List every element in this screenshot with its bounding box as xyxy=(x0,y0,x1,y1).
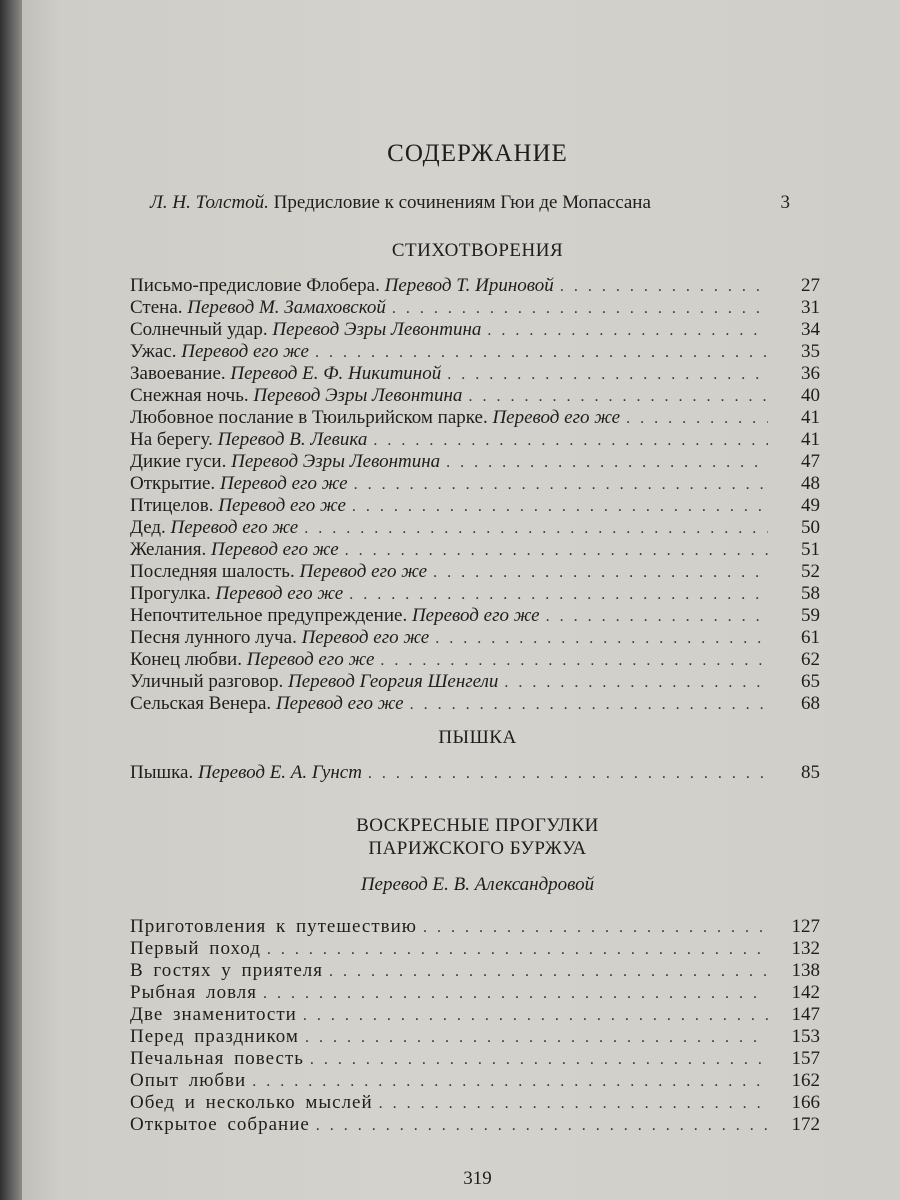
page-title: СОДЕРЖАНИЕ xyxy=(387,140,568,167)
toc-row xyxy=(130,1048,820,1070)
toc-entry-translator: Перевод его же xyxy=(219,473,348,494)
toc-page-number: 127 xyxy=(791,916,820,937)
toc-row xyxy=(130,1092,820,1114)
toc-entry-title: Последняя шалость. xyxy=(130,561,295,582)
toc-leader-dots xyxy=(404,694,768,716)
toc-leader-dots xyxy=(246,1071,768,1093)
toc-list-poems xyxy=(130,275,820,715)
toc-page-number: 157 xyxy=(791,1048,820,1069)
toc-leader-dots xyxy=(373,1093,768,1115)
toc-entry-title: На берегу. xyxy=(130,429,213,450)
toc-leader-dots xyxy=(343,584,768,606)
toc-entry-title: Перед праздником xyxy=(130,1026,299,1047)
toc-entry xyxy=(130,693,404,715)
toc-entry-title: Птицелов. xyxy=(130,495,214,516)
toc-page-number: 138 xyxy=(791,960,820,981)
section-heading-walks-line2: ПАРИЖСКОГО БУРЖУА xyxy=(368,838,587,859)
toc-row xyxy=(130,495,820,517)
toc-row xyxy=(130,275,820,297)
toc-entry xyxy=(130,1004,297,1026)
toc-page-number: 142 xyxy=(791,982,820,1003)
toc-row xyxy=(130,938,820,960)
section-heading-pyshka: ПЫШКА xyxy=(438,727,517,748)
toc-row xyxy=(130,960,820,982)
toc-leader-dots xyxy=(427,562,768,584)
toc-entry-title: Стена. xyxy=(130,297,183,318)
toc-entry-title: Прогулка. xyxy=(130,583,211,604)
toc-entry-title: Опыт любви xyxy=(130,1070,247,1091)
toc-leader-dots xyxy=(257,983,768,1005)
toc-entry-translator: Перевод Эзры Левонтина xyxy=(272,319,482,340)
toc-page-number: 172 xyxy=(791,1114,820,1135)
intro-title: Предисловие к сочинениям Гюи де Мопассана xyxy=(273,192,651,213)
toc-page-number: 27 xyxy=(801,275,820,296)
toc-entry xyxy=(130,561,427,583)
toc-entry-translator: Перевод Эзры Левонтина xyxy=(231,451,441,472)
toc-row xyxy=(130,429,820,451)
toc-row xyxy=(130,649,820,671)
toc-leader-dots xyxy=(261,939,768,961)
toc-row xyxy=(130,1004,820,1026)
toc-row xyxy=(130,363,820,385)
toc-entry-translator: Перевод его же xyxy=(411,605,540,626)
toc-entry xyxy=(130,583,343,605)
toc-page-number: 65 xyxy=(801,671,820,692)
toc-entry-title: Завоевание. xyxy=(130,363,226,384)
intro-text xyxy=(150,192,651,214)
toc-page-number: 36 xyxy=(801,363,820,384)
toc-page-number: 62 xyxy=(801,649,820,670)
toc-list-walks xyxy=(130,916,820,1136)
toc-row xyxy=(130,451,820,473)
toc-row xyxy=(130,341,820,363)
toc-page-number: 51 xyxy=(801,539,820,560)
toc-page-number: 166 xyxy=(791,1092,820,1113)
toc-leader-dots xyxy=(367,430,768,452)
book-spine-shadow xyxy=(0,0,22,1200)
toc-row xyxy=(130,1114,820,1136)
toc-leader-dots xyxy=(620,408,768,430)
section-heading-poems: СТИХОТВОРЕНИЯ xyxy=(391,240,564,261)
toc-entry-title: Конец любви. xyxy=(130,649,242,670)
toc-leader-dots xyxy=(374,650,768,672)
toc-entry-translator: Перевод его же xyxy=(215,583,344,604)
toc-row xyxy=(130,297,820,319)
toc-row xyxy=(130,473,820,495)
toc-entry-title: Ужас. xyxy=(130,341,177,362)
toc-entry-title: Открытое собрание xyxy=(130,1114,310,1135)
toc-entry-title: Сельская Венера. xyxy=(130,693,272,714)
toc-entry-translator: Перевод его же xyxy=(170,517,299,538)
toc-page-number: 61 xyxy=(801,627,820,648)
toc-row xyxy=(130,982,820,1004)
toc-entry-translator: Перевод его же xyxy=(246,649,375,670)
toc-entry xyxy=(130,319,481,341)
toc-leader-dots xyxy=(339,540,768,562)
toc-leader-dots xyxy=(298,518,768,540)
toc-entry xyxy=(130,341,309,363)
toc-page-number: 162 xyxy=(791,1070,820,1091)
toc-entry-title: Дикие гуси. xyxy=(130,451,227,472)
toc-entry-title: Две знаменитости xyxy=(130,1004,297,1025)
toc-page-number: 31 xyxy=(801,297,820,318)
toc-row xyxy=(130,1070,820,1092)
toc-page-number: 132 xyxy=(791,938,820,959)
toc-entry-translator: Перевод его же xyxy=(299,561,428,582)
toc-entry-translator: Перевод Эзры Левонтина xyxy=(253,385,463,406)
toc-entry xyxy=(130,363,441,385)
toc-page-number: 40 xyxy=(801,385,820,406)
toc-row xyxy=(130,762,820,784)
toc-page-number: 153 xyxy=(791,1026,820,1047)
toc-row xyxy=(130,916,820,938)
intro-page-number: 3 xyxy=(780,192,790,213)
toc-entry xyxy=(130,982,257,1004)
toc-leader-dots xyxy=(441,364,768,386)
toc-leader-dots xyxy=(554,276,768,298)
toc-entry-translator: Перевод его же xyxy=(181,341,309,362)
toc-entry-title: Снежная ночь. xyxy=(130,385,249,406)
toc-row xyxy=(130,561,820,583)
toc-entry-title: Обед и несколько мыслей xyxy=(130,1092,373,1113)
toc-leader-dots xyxy=(323,961,768,983)
walks-translator: Перевод Е. В. Александровой xyxy=(360,874,595,895)
toc-entry-title: Пышка. xyxy=(130,762,194,783)
toc-leader-dots xyxy=(498,672,768,694)
toc-entry-title: Письмо-предисловие Флобера. xyxy=(130,275,380,296)
toc-entry-title: Рыбная ловля xyxy=(130,982,258,1003)
toc-row xyxy=(130,407,820,429)
toc-entry-translator: Перевод М. Замаховской xyxy=(187,297,386,318)
toc-entry xyxy=(130,627,429,649)
toc-entry-title: Дед. xyxy=(130,517,166,538)
toc-entry xyxy=(130,407,620,429)
toc-entry-translator: Перевод Е. А. Гунст xyxy=(198,762,362,783)
page-number: 319 xyxy=(463,1168,492,1189)
toc-leader-dots xyxy=(462,386,768,408)
toc-entry xyxy=(130,451,440,473)
toc-entry xyxy=(130,275,554,297)
intro-entry xyxy=(150,192,790,214)
toc-entry xyxy=(130,1114,310,1136)
toc-page-number: 50 xyxy=(801,517,820,538)
toc-leader-dots xyxy=(346,496,768,518)
toc-entry-translator: Перевод Георгия Шенгели xyxy=(287,671,499,692)
toc-entry xyxy=(130,605,540,627)
toc-page-number: 47 xyxy=(801,451,820,472)
toc-entry xyxy=(130,517,298,539)
toc-entry xyxy=(130,649,374,671)
toc-entry-translator: Перевод его же xyxy=(210,539,339,560)
toc-entry xyxy=(130,297,386,319)
toc-page-number: 147 xyxy=(791,1004,820,1025)
toc-leader-dots xyxy=(348,474,768,496)
toc-leader-dots xyxy=(310,1115,768,1137)
toc-entry-title: Любовное послание в Тюильрийском парке. xyxy=(130,407,488,428)
toc-entry-title: Солнечный удар. xyxy=(130,319,268,340)
toc-entry-translator: Перевод его же xyxy=(218,495,346,516)
toc-entry-title: Непочтительное предупреждение. xyxy=(130,605,408,626)
toc-entry xyxy=(130,671,498,693)
toc-page-number: 58 xyxy=(801,583,820,604)
toc-entry-title: Открытие. xyxy=(130,473,216,494)
toc-page-number: 34 xyxy=(801,319,820,340)
toc-entry xyxy=(130,1070,246,1092)
toc-leader-dots xyxy=(297,1005,768,1027)
toc-entry-title: Первый поход xyxy=(130,938,261,959)
toc-page-number: 48 xyxy=(801,473,820,494)
toc-leader-dots xyxy=(362,763,768,785)
toc-leader-dots xyxy=(299,1027,768,1049)
toc-list-pyshka xyxy=(130,762,820,784)
toc-entry-title: В гостях у приятеля xyxy=(130,960,323,981)
toc-entry-translator: Перевод его же xyxy=(492,407,621,428)
toc-entry xyxy=(130,1092,373,1114)
toc-leader-dots xyxy=(481,320,768,342)
toc-entry xyxy=(130,960,323,982)
toc-row xyxy=(130,671,820,693)
toc-page-number: 35 xyxy=(801,341,820,362)
toc-page-number: 52 xyxy=(801,561,820,582)
toc-entry xyxy=(130,539,339,561)
section-heading-walks-line1: ВОСКРЕСНЫЕ ПРОГУЛКИ xyxy=(356,815,599,836)
toc-entry-title: Уличный разговор. xyxy=(130,671,284,692)
toc-entry-translator: Перевод Е. Ф. Никитиной xyxy=(230,363,442,384)
toc-row xyxy=(130,385,820,407)
toc-entry-translator: Перевод его же xyxy=(275,693,404,714)
toc-entry xyxy=(130,916,417,938)
toc-entry xyxy=(130,762,362,784)
toc-page-number: 41 xyxy=(801,429,820,450)
toc-entry-translator: Перевод Т. Ириновой xyxy=(384,275,554,296)
toc-leader-dots xyxy=(386,298,768,320)
toc-page-number: 85 xyxy=(801,762,820,783)
toc-leader-dots xyxy=(304,1049,768,1071)
toc-leader-dots xyxy=(309,342,768,364)
toc-entry xyxy=(130,1048,304,1070)
toc-leader-dots xyxy=(429,628,768,650)
toc-row xyxy=(130,539,820,561)
toc-leader-dots xyxy=(540,606,768,628)
intro-author: Л. Н. Толстой. xyxy=(150,192,269,213)
toc-entry-title: Желания. xyxy=(130,539,207,560)
toc-entry xyxy=(130,473,348,495)
toc-page-number: 49 xyxy=(801,495,820,516)
toc-row xyxy=(130,693,820,715)
toc-entry-title: Песня лунного луча. xyxy=(130,627,297,648)
toc-entry xyxy=(130,385,462,407)
toc-page-number: 68 xyxy=(801,693,820,714)
toc-page-number: 41 xyxy=(801,407,820,428)
toc-entry xyxy=(130,1026,299,1048)
toc-leader-dots xyxy=(417,917,768,939)
toc-row xyxy=(130,627,820,649)
toc-entry xyxy=(130,429,367,451)
toc-row xyxy=(130,517,820,539)
toc-entry xyxy=(130,938,261,960)
toc-row xyxy=(130,583,820,605)
toc-entry-translator: Перевод его же xyxy=(301,627,430,648)
toc-entry-title: Приготовления к путешествию xyxy=(130,916,417,937)
toc-entry xyxy=(130,495,346,517)
toc-entry-translator: Перевод В. Левика xyxy=(217,429,368,450)
toc-leader-dots xyxy=(440,452,768,474)
toc-row xyxy=(130,319,820,341)
toc-entry-title: Печальная повесть xyxy=(130,1048,304,1069)
toc-row xyxy=(130,605,820,627)
toc-row xyxy=(130,1026,820,1048)
toc-page-number: 59 xyxy=(801,605,820,626)
